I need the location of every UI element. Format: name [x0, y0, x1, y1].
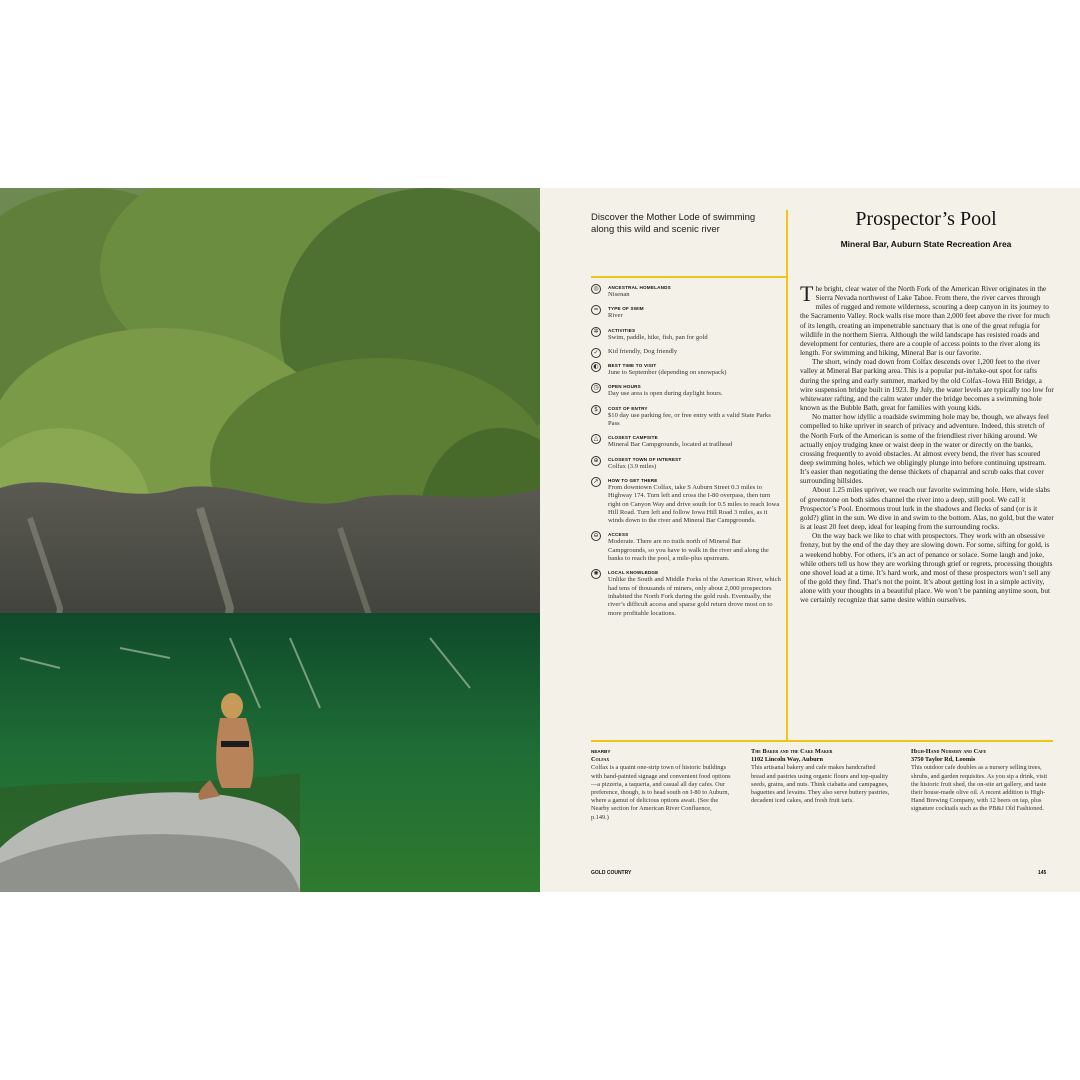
nearby-label: NEARBY [591, 749, 611, 754]
activities-icon: ✲ [591, 327, 601, 337]
fact-label: COST OF ENTRY [608, 405, 648, 411]
fact-text: Nisenan [608, 291, 630, 298]
fact-text: Mineral Bar Campgrounds, located at trailhead [608, 441, 733, 449]
fact-kid-friendly [591, 348, 781, 356]
page-number: 145 [1038, 870, 1047, 876]
fact-homelands [591, 284, 781, 299]
fact-text: Unlike the South and Middle Forks of the American River, which had tens of thousands of miners, only about 2,000 prospectors inhabited the North Fork during the gold rush. Eventually, the river’s difficult access and sparse gold return drove most on to more profitable locations. [608, 576, 781, 617]
nearby-bakery [751, 748, 891, 805]
fact-open-hours [591, 383, 781, 398]
body-paragraph: No matter how idyllic a roadside swimming hole may be, though, we always feel compelled to hike upriver in search of privacy and adventure. Indeed, this stretch of the North Fork of the American is some of the friendliest river hiking around. We actually enjoy trudging knee or waist deep in the water or directly on the banks, crossing frequently to avoid obstacles. At almost every bend, the river has scoured deep swimming holes, which we obligingly plunge into before continuing upstream. It’s easier than negotiating the dense thickets of chaparral and scrub oaks that cover surrounding hillsides. [800, 412, 1049, 486]
page-subtitle: Mineral Bar, Auburn State Recreation Area [840, 239, 1012, 249]
fact-text: Swim, paddle, hike, fish, pan for gold [608, 333, 708, 341]
fact-text: River [608, 312, 623, 320]
facts-top-rule [591, 276, 788, 278]
nearby-title: High-Hand Nursery and Cafe [911, 748, 987, 755]
homelands-icon: ◎ [591, 284, 601, 294]
fact-label: OPEN HOURS [608, 384, 641, 390]
fact-label: BEST TIME TO VISIT [608, 363, 657, 369]
book-spread [0, 188, 1080, 892]
tent-icon: △ [591, 434, 601, 444]
body-paragraph: About 1.25 miles upriver, we reach our favorite swimming hole. Here, wide slabs of greenstone on both sides channel the river into a deep, still pool. We call it Prospector’s Pool. Enormous trout lurk in the shadows and flecks of sand (or is it gold?) glint in the sun. We dive in and swim to the bottom. Alas, no gold, but the water is at least 20 feet deep, ideal for leaping from the surrounding rocks. [800, 485, 1054, 532]
section-name: GOLD COUNTRY [591, 870, 632, 876]
nearby-title: The Baker and the Cake Maker [751, 748, 833, 755]
body-paragraph-text: he bright, clear water of the North Fork of the American River originates in the Sierra Nevada northwest of Lake Tahoe. From there, the river carves through miles of rugged and remote wilderness, scouring a deep canyon in its journey to the Sacramento Valley. Rock walls rise more than 2,000 feet above the river for much of its length, creating an impenetrable sanctuary that is one of the great refugia for wildlife in the northern Sierra. Although the wild landscape has resisted roads and development for centuries, there are a couple of access points to the river along its length. For swimming and hiking, Mineral Bar is our favorite. [800, 284, 1050, 358]
river-photo [0, 188, 540, 892]
river-photo-illustration [0, 188, 540, 892]
fact-text: From downtown Colfax, take S Auburn Street 0.3 miles to Highway 174. Turn left and cross the I-80 overpass, then turn right on Canyon Way and drive south for 0.5 miles to reach Iowa Hill Road. Turn left and follow Iowa Hill Road 3 miles, as it winds down to the river and Mineral Bar Campgrounds. [608, 483, 780, 525]
fact-label: TYPE OF SWIM [608, 306, 644, 312]
fact-label: ANCESTRAL HOMELANDS [608, 285, 671, 290]
article-body [800, 281, 1054, 605]
clock-icon: ◷ [591, 383, 601, 393]
nearby-address: 3750 Taylor Rd, Loomis [911, 756, 976, 764]
fact-directions [591, 477, 781, 525]
fact-cost [591, 405, 781, 429]
nearby-nursery [911, 748, 1054, 814]
text-page [540, 188, 1080, 892]
fact-campsite [591, 434, 781, 449]
dollar-icon: $ [591, 405, 601, 415]
nearby-colfax [591, 748, 731, 822]
nearby-address: 1102 Lincoln Way, Auburn [751, 756, 823, 764]
knowledge-icon: ✺ [591, 569, 601, 579]
fact-text: Day use area is open during daylight hours. [608, 390, 723, 398]
nearby-text: Colfax is a quaint one-strip town of historic buildings with hand-painted signage and convenient food options—a pizzeria, a taqueria, and casual all day cafes. Our preference, though, is to head south on I-80 to Auburn, where a gamut of delicious options await. (See the Nearby section for American River Confluence, p.149.) [591, 764, 731, 821]
page-title: Prospector’s Pool [855, 208, 997, 230]
fact-access [591, 531, 781, 563]
fact-label: CLOSEST TOWN OF INTEREST [608, 456, 682, 462]
body-paragraph: On the way back we like to chat with prospectors. They work with an obsessive frenzy, but by the end of the day they are slowing down. For some, sifting for gold, is a weekend hobby. For others, it’s an act of penance or solace. Some laugh and joke, while others tell us how they are working through grief or regrets, processing thoughts one shovel load at a time. It’s hard work, and most of these prospectors won’t sell any of the gold they find. That’s not the point. It’s about getting lost in a simple activity, alone with your thoughts in a beautiful place. We won’t be panning anytime soon, but we certainly recognize that same desire within ourselves. [800, 531, 1053, 605]
fact-text: Kid friendly, Dog friendly [608, 347, 678, 355]
drop-cap: T [800, 281, 814, 306]
fact-label: HOW TO GET THERE [608, 477, 658, 483]
body-paragraph: The short, windy road down from Colfax descends over 1,200 feet to the river valley at Mineral Bar parking area. This is a popular put-in/take-out spot for rafts during the spring and early summer, marked by the old Colfax–Iowa Hill Bridge, a wire suspension bridge built in 1923. By July, the water levels are typically too low for whitewater rafting, and the calm water under the bridge becomes a swimming hole known as the Bubble Bath, great for families with young kids. [800, 357, 1054, 413]
tagline: Discover the Mother Lode of swimming along this wild and scenic river [591, 212, 756, 235]
fact-best-time [591, 362, 781, 377]
fact-label: LOCAL KNOWLEDGE [608, 570, 659, 576]
fact-text: Moderate. There are no trails north of Mineral Bar Campgrounds, so you have to walk in the river and along the banks to reach the pool, a mile-plus upstream. [608, 538, 769, 563]
fact-label: ACCESS [608, 532, 629, 538]
directions-icon: ↗ [591, 477, 601, 487]
body-paragraph [800, 281, 1054, 358]
fact-list [591, 284, 781, 624]
fact-town [591, 456, 781, 471]
nearby-text: This outdoor cafe doubles as a nursery selling trees, shrubs, and garden requisites. As you sip a drink, visit the historic fruit shed, the on-site art gallery, and taste their house-made olive oil. A recent addition is High-Hand Brewing Company, with 12 beers on tap, plus signature cocktails such as the PB&J Old Fashioned. [911, 764, 1048, 813]
fact-text: June to September (depending on snowpack) [608, 369, 727, 377]
body-bottom-rule [591, 740, 1053, 742]
swim-type-icon: ≈ [591, 305, 601, 315]
fact-text: Colfax (3.9 miles) [608, 462, 657, 470]
vertical-rule [786, 210, 788, 742]
fact-label: CLOSEST CAMPSITE [608, 435, 658, 441]
town-icon: ⊕ [591, 456, 601, 466]
best-time-icon: ◐ [591, 362, 601, 372]
fact-label: ACTIVITIES [608, 327, 636, 333]
nearby-title: Colfax [591, 756, 610, 764]
fact-swim-type [591, 305, 781, 320]
nearby-text: This artisanal bakery and cafe makes handcrafted bread and pastries using organic flours and top-quality seeds, grains, and nuts. Think ciabatta and campagnes, baguettes and levains. They also serve buttery pastries, decadent iced cakes, and fresh fruit tarts. [751, 764, 890, 805]
fact-text: $10 day use parking fee, or free entry with a valid State Parks Pass [608, 411, 771, 428]
fact-activities [591, 327, 781, 342]
access-icon: ⊖ [591, 531, 601, 541]
kid-friendly-icon: ✓ [591, 348, 601, 358]
fact-local-knowledge [591, 569, 781, 617]
